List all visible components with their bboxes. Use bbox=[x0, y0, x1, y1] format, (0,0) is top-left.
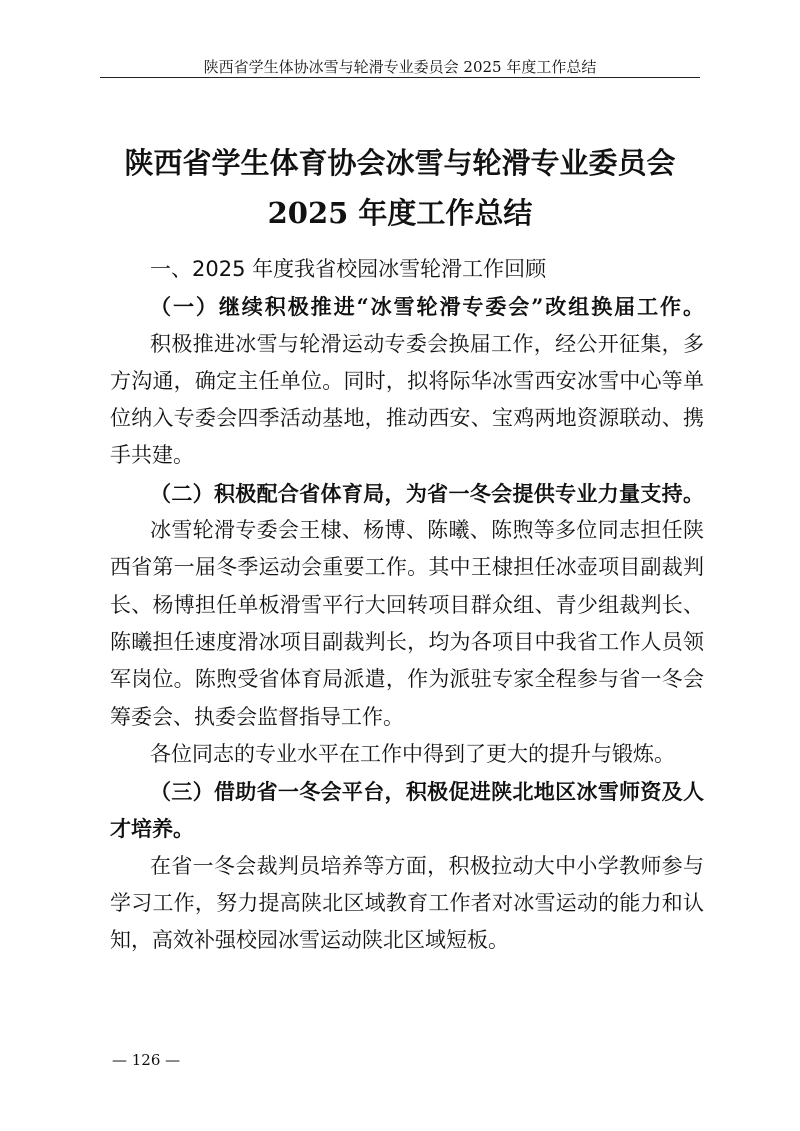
header-rule bbox=[100, 77, 700, 78]
title-line-2: 2025 年度工作总结 bbox=[267, 196, 533, 230]
paragraph-line: 积极推进冰雪与轮滑运动专委会换届工作，经公开征集，多 bbox=[150, 331, 704, 356]
paragraph-line: 各位同志的专业水平在工作中得到了更大的提升与锻炼。 bbox=[150, 741, 675, 766]
paragraph-line: 学习工作，努力提高陕北区域教育工作者对冰雪运动的能力和认 bbox=[110, 891, 704, 916]
document-title bbox=[0, 138, 800, 238]
page-number: — 126 — bbox=[112, 1051, 181, 1069]
document-body bbox=[110, 251, 704, 960]
paragraph-line: 位纳入专委会四季活动基地，推动西安、宝鸡两地资源联动、携 bbox=[110, 406, 704, 431]
subsection-heading-3-cont: 才培养。 bbox=[110, 816, 194, 842]
section-heading: 一、2025 年度我省校园冰雪轮滑工作回顾 bbox=[150, 257, 547, 281]
title-line-1: 陕西省学生体育协会冰雪与轮滑专业委员会 bbox=[124, 146, 676, 180]
paragraph-line: 筹委会、执委会监督指导工作。 bbox=[110, 704, 404, 729]
paragraph-line: 长、杨博担任单板滑雪平行大回转项目群众组、青少组裁判长、 bbox=[110, 592, 704, 617]
paragraph-line: 手共建。 bbox=[110, 443, 194, 468]
subsection-heading-3: （三）借助省一冬会平台，积极促进陕北地区冰雪师资及人 bbox=[150, 779, 704, 805]
paragraph-line: 冰雪轮滑专委会王棣、杨博、陈曦、陈煦等多位同志担任陕 bbox=[150, 518, 704, 543]
paragraph-line: 在省一冬会裁判员培养等方面，积极拉动大中小学教师参与 bbox=[150, 853, 704, 878]
subsection-heading-1: （一）继续积极推进“冰雪轮滑专委会”改组换届工作。 bbox=[150, 294, 704, 320]
paragraph-line: 知，高效补强校园冰雪运动陕北区域短板。 bbox=[110, 928, 509, 953]
paragraph-line: 方沟通，确定主任单位。同时，拟将际华冰雪西安冰雪中心等单 bbox=[110, 368, 704, 393]
paragraph-line: 西省第一届冬季运动会重要工作。其中王棣担任冰壶项目副裁判 bbox=[110, 555, 704, 580]
running-header: 陕西省学生体协冰雪与轮滑专业委员会 2025 年度工作总结 bbox=[203, 58, 597, 76]
paragraph-line: 陈曦担任速度滑冰项目副裁判长，均为各项目中我省工作人员领 bbox=[110, 629, 704, 654]
subsection-heading-2: （二）积极配合省体育局，为省一冬会提供专业力量支持。 bbox=[150, 480, 704, 506]
paragraph-line: 军岗位。陈煦受省体育局派遣，作为派驻专家全程参与省一冬会 bbox=[110, 667, 704, 692]
